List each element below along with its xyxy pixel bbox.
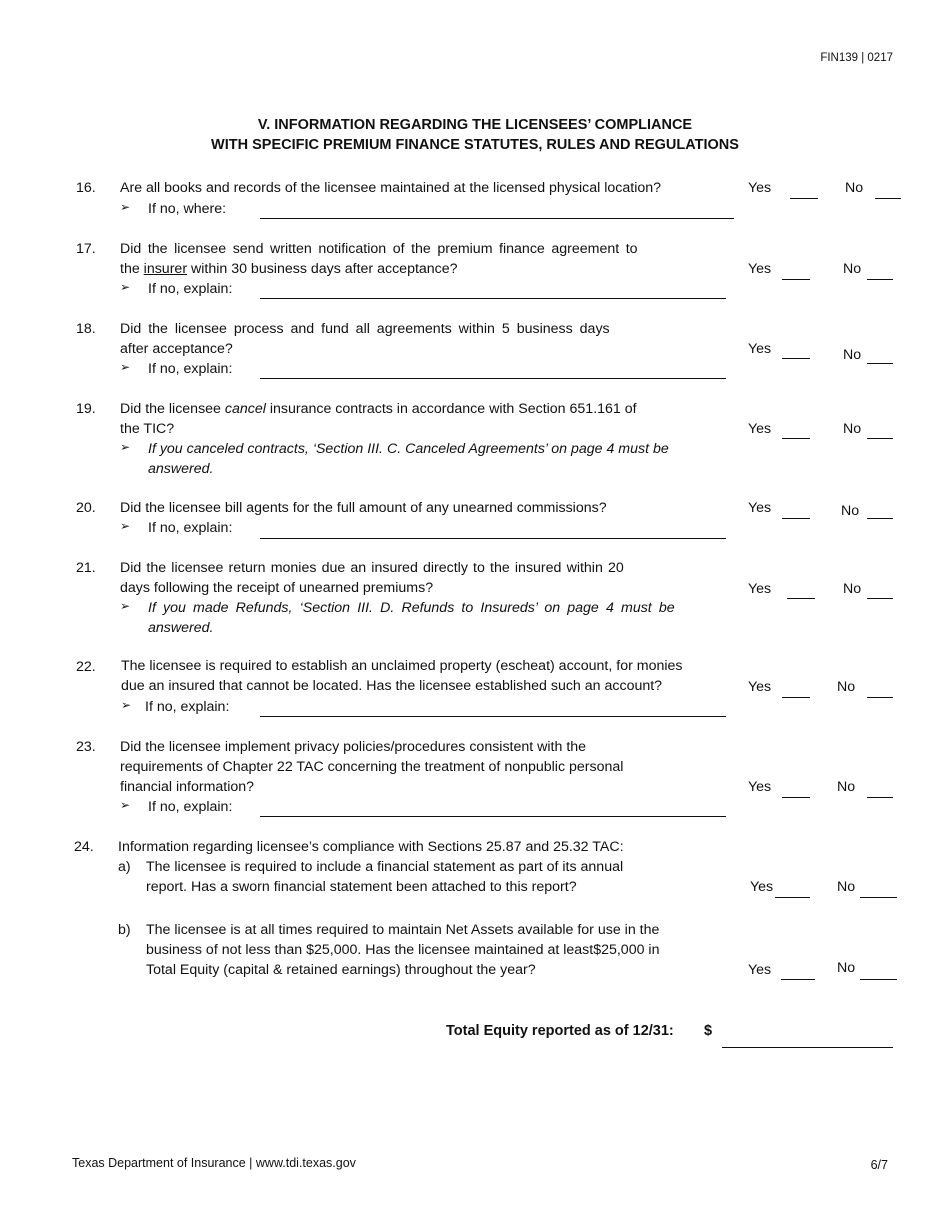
yes-blank-18[interactable]: [782, 358, 810, 359]
no-label: No: [845, 180, 864, 196]
question-text: Did the licensee implement privacy policies/procedures consistent with the: [120, 739, 587, 755]
question-text: Information regarding licensee’s compliance with Sections 25.87 and 25.32 TAC:: [118, 839, 624, 855]
question-text: Did the licensee return monies due an insured directly to the insured within 20: [120, 560, 624, 576]
yes-label: Yes: [748, 962, 772, 978]
sub-prompt: If no, where:: [148, 201, 227, 217]
answer-line-20[interactable]: [260, 538, 726, 539]
question-text: due an insured that cannot be located. Has the licensee established such an account?: [121, 678, 663, 694]
text-fragment: insurance contracts in accordance with Section 651.161 of: [265, 401, 637, 417]
yes-blank-20[interactable]: [782, 518, 810, 519]
answer-line-22[interactable]: [260, 716, 726, 717]
yes-label: Yes: [748, 421, 772, 437]
question-text: financial information?: [120, 779, 255, 795]
emphasized-term: cancel: [224, 401, 266, 417]
question-text: after acceptance?: [120, 341, 233, 357]
answer-line-17[interactable]: [260, 298, 726, 299]
no-blank-23[interactable]: [867, 797, 893, 798]
text-fragment: within 30 business days after acceptance?: [187, 261, 458, 277]
arrow-bullet-icon: ➢: [120, 280, 131, 294]
question-text: The licensee is required to establish an unclaimed property (escheat) account, for monies: [121, 658, 683, 674]
yes-label: Yes: [748, 779, 772, 795]
yes-blank-22[interactable]: [782, 697, 810, 698]
no-label: No: [837, 779, 856, 795]
question-number: 16.: [76, 180, 96, 196]
arrow-bullet-icon: ➢: [120, 360, 131, 374]
arrow-bullet-icon: ➢: [120, 798, 131, 812]
no-blank-24a[interactable]: [860, 897, 897, 898]
question-text-line1: [120, 399, 637, 419]
no-blank-19[interactable]: [867, 438, 893, 439]
answer-line-23[interactable]: [260, 816, 726, 817]
instruction-text: If you made Refunds, ‘Section III. D. Refunds to Insureds’ on page 4 must be: [148, 600, 675, 616]
question-text: Did the licensee bill agents for the full amount of any unearned commissions?: [120, 500, 607, 516]
no-label: No: [841, 503, 860, 519]
yes-blank-24b[interactable]: [781, 979, 815, 980]
sub-prompt: If no, explain:: [145, 699, 230, 715]
yes-label: Yes: [748, 679, 772, 695]
currency-symbol: $: [704, 1023, 713, 1039]
item-text: report. Has a sworn financial statement been attached to this report?: [146, 879, 577, 895]
no-label: No: [843, 581, 862, 597]
arrow-bullet-icon: ➢: [120, 200, 131, 214]
yes-blank-16[interactable]: [790, 198, 818, 199]
no-label: No: [837, 679, 856, 695]
arrow-bullet-icon: ➢: [120, 519, 131, 533]
question-number: 23.: [76, 739, 96, 755]
question-number: 24.: [74, 839, 94, 855]
question-number: 18.: [76, 321, 96, 337]
sub-prompt: If no, explain:: [148, 520, 233, 536]
item-text: The licensee is at all times required to maintain Net Assets available for use in the: [146, 922, 660, 938]
no-blank-21[interactable]: [867, 598, 893, 599]
text-fragment: the: [120, 261, 144, 277]
instruction-text: If you canceled contracts, ‘Section III. C. Canceled Agreements’ on page 4 must be: [148, 441, 669, 457]
no-blank-22[interactable]: [867, 697, 893, 698]
question-number: 17.: [76, 241, 96, 257]
no-blank-20[interactable]: [867, 518, 893, 519]
yes-label: Yes: [748, 180, 772, 196]
yes-blank-24a[interactable]: [775, 897, 810, 898]
total-equity-field[interactable]: [722, 1047, 893, 1048]
underlined-term: insurer: [143, 261, 188, 277]
arrow-bullet-icon: ➢: [120, 599, 131, 613]
no-label: No: [843, 261, 862, 277]
no-label: No: [843, 421, 862, 437]
yes-blank-17[interactable]: [782, 279, 810, 280]
yes-label: Yes: [750, 879, 774, 895]
no-blank-16[interactable]: [875, 198, 901, 199]
item-text: Total Equity (capital & retained earnings) throughout the year?: [146, 962, 536, 978]
item-text: The licensee is required to include a financial statement as part of its annual: [146, 859, 624, 875]
question-text: days following the receipt of unearned premiums?: [120, 580, 434, 596]
question-text: requirements of Chapter 22 TAC concerning the treatment of nonpublic personal: [120, 759, 624, 775]
item-text: business of not less than $25,000. Has the licensee maintained at least$25,000 in: [146, 942, 660, 958]
no-blank-17[interactable]: [867, 279, 893, 280]
answer-line-16[interactable]: [260, 218, 734, 219]
yes-label: Yes: [748, 581, 772, 597]
no-label: No: [843, 347, 862, 363]
no-blank-18[interactable]: [867, 363, 893, 364]
yes-label: Yes: [748, 500, 772, 516]
no-label: No: [837, 879, 856, 895]
question-number: 19.: [76, 401, 96, 417]
yes-blank-23[interactable]: [782, 797, 810, 798]
question-text: Are all books and records of the licensee maintained at the licensed physical location?: [120, 180, 662, 196]
answer-line-18[interactable]: [260, 378, 726, 379]
no-blank-24b[interactable]: [860, 979, 897, 980]
section-title-line2: WITH SPECIFIC PREMIUM FINANCE STATUTES, RULES AND REGULATIONS: [211, 137, 739, 153]
yes-blank-21[interactable]: [787, 598, 815, 599]
arrow-bullet-icon: ➢: [121, 698, 132, 712]
sub-prompt: If no, explain:: [148, 799, 233, 815]
total-equity-label: Total Equity reported as of 12/31:: [446, 1023, 674, 1039]
yes-label: Yes: [748, 261, 772, 277]
arrow-bullet-icon: ➢: [120, 440, 131, 454]
question-number: 21.: [76, 560, 96, 576]
sub-prompt: If no, explain:: [148, 361, 233, 377]
question-text: Did the licensee process and fund all agreements within 5 business days: [120, 321, 610, 337]
footer-agency: Texas Department of Insurance | www.tdi.texas.gov: [72, 1156, 356, 1170]
instruction-text: answered.: [148, 620, 214, 636]
text-fragment: Did the licensee: [120, 401, 225, 417]
sub-prompt: If no, explain:: [148, 281, 233, 297]
yes-blank-19[interactable]: [782, 438, 810, 439]
question-text-line2: [120, 259, 458, 279]
form-code: FIN139 | 0217: [820, 52, 893, 64]
yes-label: Yes: [748, 341, 772, 357]
instruction-text: answered.: [148, 461, 214, 477]
question-number: 20.: [76, 500, 96, 516]
question-text: Did the licensee send written notification of the premium finance agreement to: [120, 241, 638, 257]
question-number: 22.: [76, 659, 96, 675]
no-label: No: [837, 960, 856, 976]
question-text: the TIC?: [120, 421, 175, 437]
item-letter: a): [118, 859, 131, 875]
page-number: 6/7: [870, 1158, 888, 1172]
section-title-line1: V. INFORMATION REGARDING THE LICENSEES’ COMPLIANCE: [257, 117, 693, 133]
item-letter: b): [118, 922, 131, 938]
